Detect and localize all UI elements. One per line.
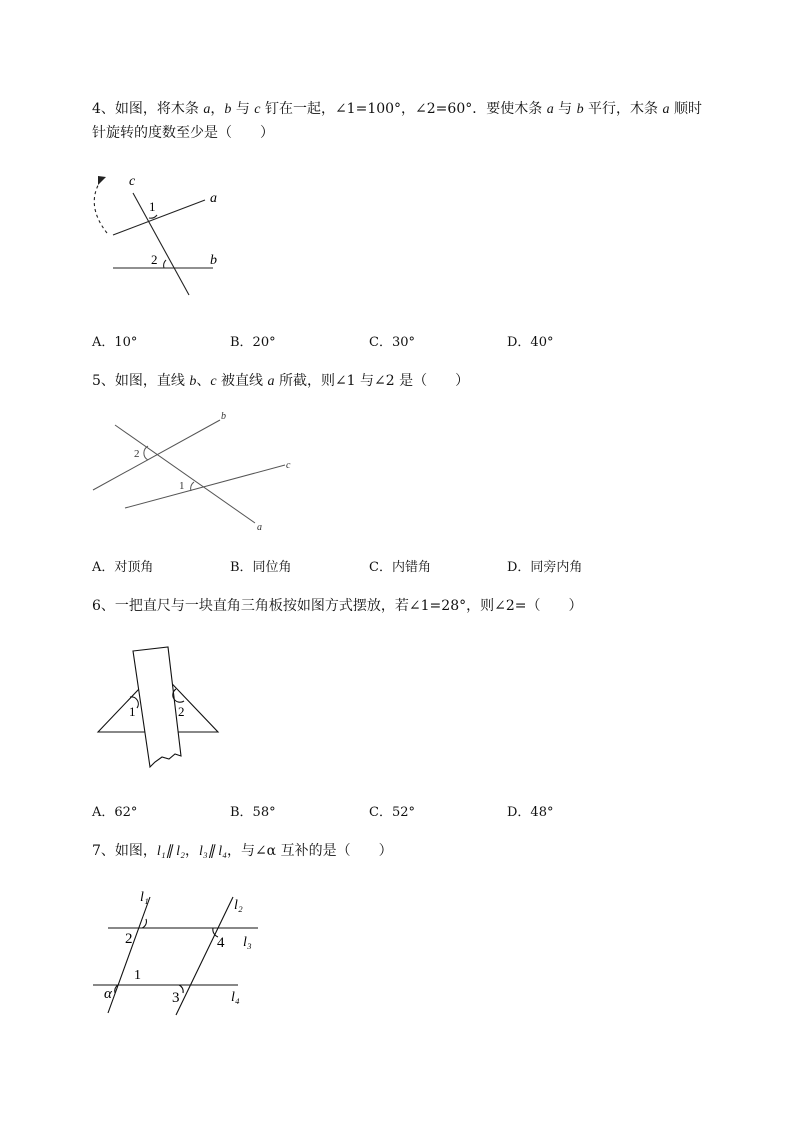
question-text: 与 xyxy=(553,101,577,117)
question-text: 平行，木条 xyxy=(583,101,663,117)
label-angle-4: 4 xyxy=(217,935,225,951)
question-text: 与 xyxy=(231,101,255,117)
question-number: 4、 xyxy=(92,101,115,117)
question-6-figure xyxy=(95,645,225,770)
variable: b xyxy=(189,374,197,389)
variable: b xyxy=(224,102,232,117)
question-6-text xyxy=(92,593,582,619)
label-angle-1: 1 xyxy=(179,480,185,492)
option-a[interactable]: A．对顶角 xyxy=(92,560,154,575)
label-c: c xyxy=(129,174,136,189)
variable: c xyxy=(254,102,261,117)
variable: c xyxy=(210,374,217,389)
question-text: ， xyxy=(210,101,225,117)
straight-ruler xyxy=(133,647,181,767)
question-text: 钉在一起，∠1=100°，∠2=60°．要使木条 xyxy=(260,101,547,117)
label-angle-2: 2 xyxy=(151,252,158,267)
question-4-line-1 xyxy=(92,96,702,123)
question-text: 如图，直线 xyxy=(114,373,190,389)
option-d[interactable]: D．40° xyxy=(507,335,554,350)
question-text: 如图， xyxy=(114,843,157,859)
variable: a xyxy=(267,374,275,389)
question-7-figure xyxy=(88,885,278,1025)
option-d[interactable]: D．48° xyxy=(507,805,554,820)
question-7-text xyxy=(92,838,393,865)
question-4-line-2: 针旋转的度数至少是（ ） xyxy=(92,125,274,141)
label-angle-2: 2 xyxy=(125,931,133,947)
question-5-text xyxy=(92,368,469,395)
variable: a xyxy=(546,102,554,117)
label-angle-2: 2 xyxy=(178,704,185,719)
line-a xyxy=(113,200,205,235)
option-b[interactable]: B．20° xyxy=(230,335,276,350)
line-b xyxy=(93,420,220,490)
angle-2-arc xyxy=(164,260,166,268)
label-a: a xyxy=(257,522,262,533)
label-alpha: α xyxy=(104,986,112,1002)
question-text: 顺时 xyxy=(669,101,702,117)
question-text: 、 xyxy=(196,373,211,389)
label-angle-3: 3 xyxy=(172,990,180,1006)
option-b[interactable]: B．同位角 xyxy=(230,560,292,575)
angle-1-arc xyxy=(149,215,157,218)
relation: l₁∥ l₂ xyxy=(156,844,185,859)
question-text: ， xyxy=(184,843,199,859)
question-number: 7、 xyxy=(92,843,115,859)
label-l4: l₄ xyxy=(231,990,240,1005)
relation: l₃∥ l₄ xyxy=(198,844,227,859)
label-angle-1: 1 xyxy=(149,199,156,214)
option-a[interactable]: A．62° xyxy=(92,805,138,820)
label-c: c xyxy=(286,460,291,471)
option-c[interactable]: C．52° xyxy=(369,805,415,820)
label-b: b xyxy=(221,411,226,422)
label-angle-1: 1 xyxy=(134,968,141,983)
line-c xyxy=(125,465,285,508)
angle-2-arc xyxy=(142,919,146,928)
rotation-arrow xyxy=(94,180,107,233)
label-angle-1: 1 xyxy=(129,704,136,719)
label-b: b xyxy=(210,253,217,268)
option-c[interactable]: C．30° xyxy=(369,335,415,350)
option-a[interactable]: A．10° xyxy=(92,335,138,350)
line-l1 xyxy=(108,897,150,1013)
option-d[interactable]: D．同旁内角 xyxy=(507,560,583,575)
question-number: 6、 xyxy=(92,598,115,614)
option-b[interactable]: B．58° xyxy=(230,805,276,820)
question-text: 被直线 xyxy=(216,373,268,389)
question-text: 如图，将木条 xyxy=(114,101,204,117)
label-l3: l₃ xyxy=(243,935,252,950)
question-5-figure xyxy=(90,405,300,535)
arrow-head-icon xyxy=(98,176,106,185)
question-text: 一把直尺与一块直角三角板按如图方式摆放，若∠1=28°，则∠2=（ ） xyxy=(114,598,583,614)
label-angle-2: 2 xyxy=(134,448,140,460)
option-c[interactable]: C．内错角 xyxy=(369,560,431,575)
variable: a xyxy=(203,102,211,117)
angle-3-arc xyxy=(179,985,183,993)
variable: a xyxy=(662,102,670,117)
line-c xyxy=(133,193,189,295)
line-l2 xyxy=(176,897,233,1015)
question-number: 5、 xyxy=(92,373,115,389)
label-l2: l₂ xyxy=(234,898,243,913)
question-text: 所截，则∠1 与∠2 是（ ） xyxy=(274,373,470,389)
question-4-figure xyxy=(85,165,245,305)
label-l1: l₁ xyxy=(140,890,149,905)
label-a: a xyxy=(210,191,217,206)
question-text: ，与∠α 互补的是（ ） xyxy=(226,843,393,859)
variable: b xyxy=(576,102,584,117)
